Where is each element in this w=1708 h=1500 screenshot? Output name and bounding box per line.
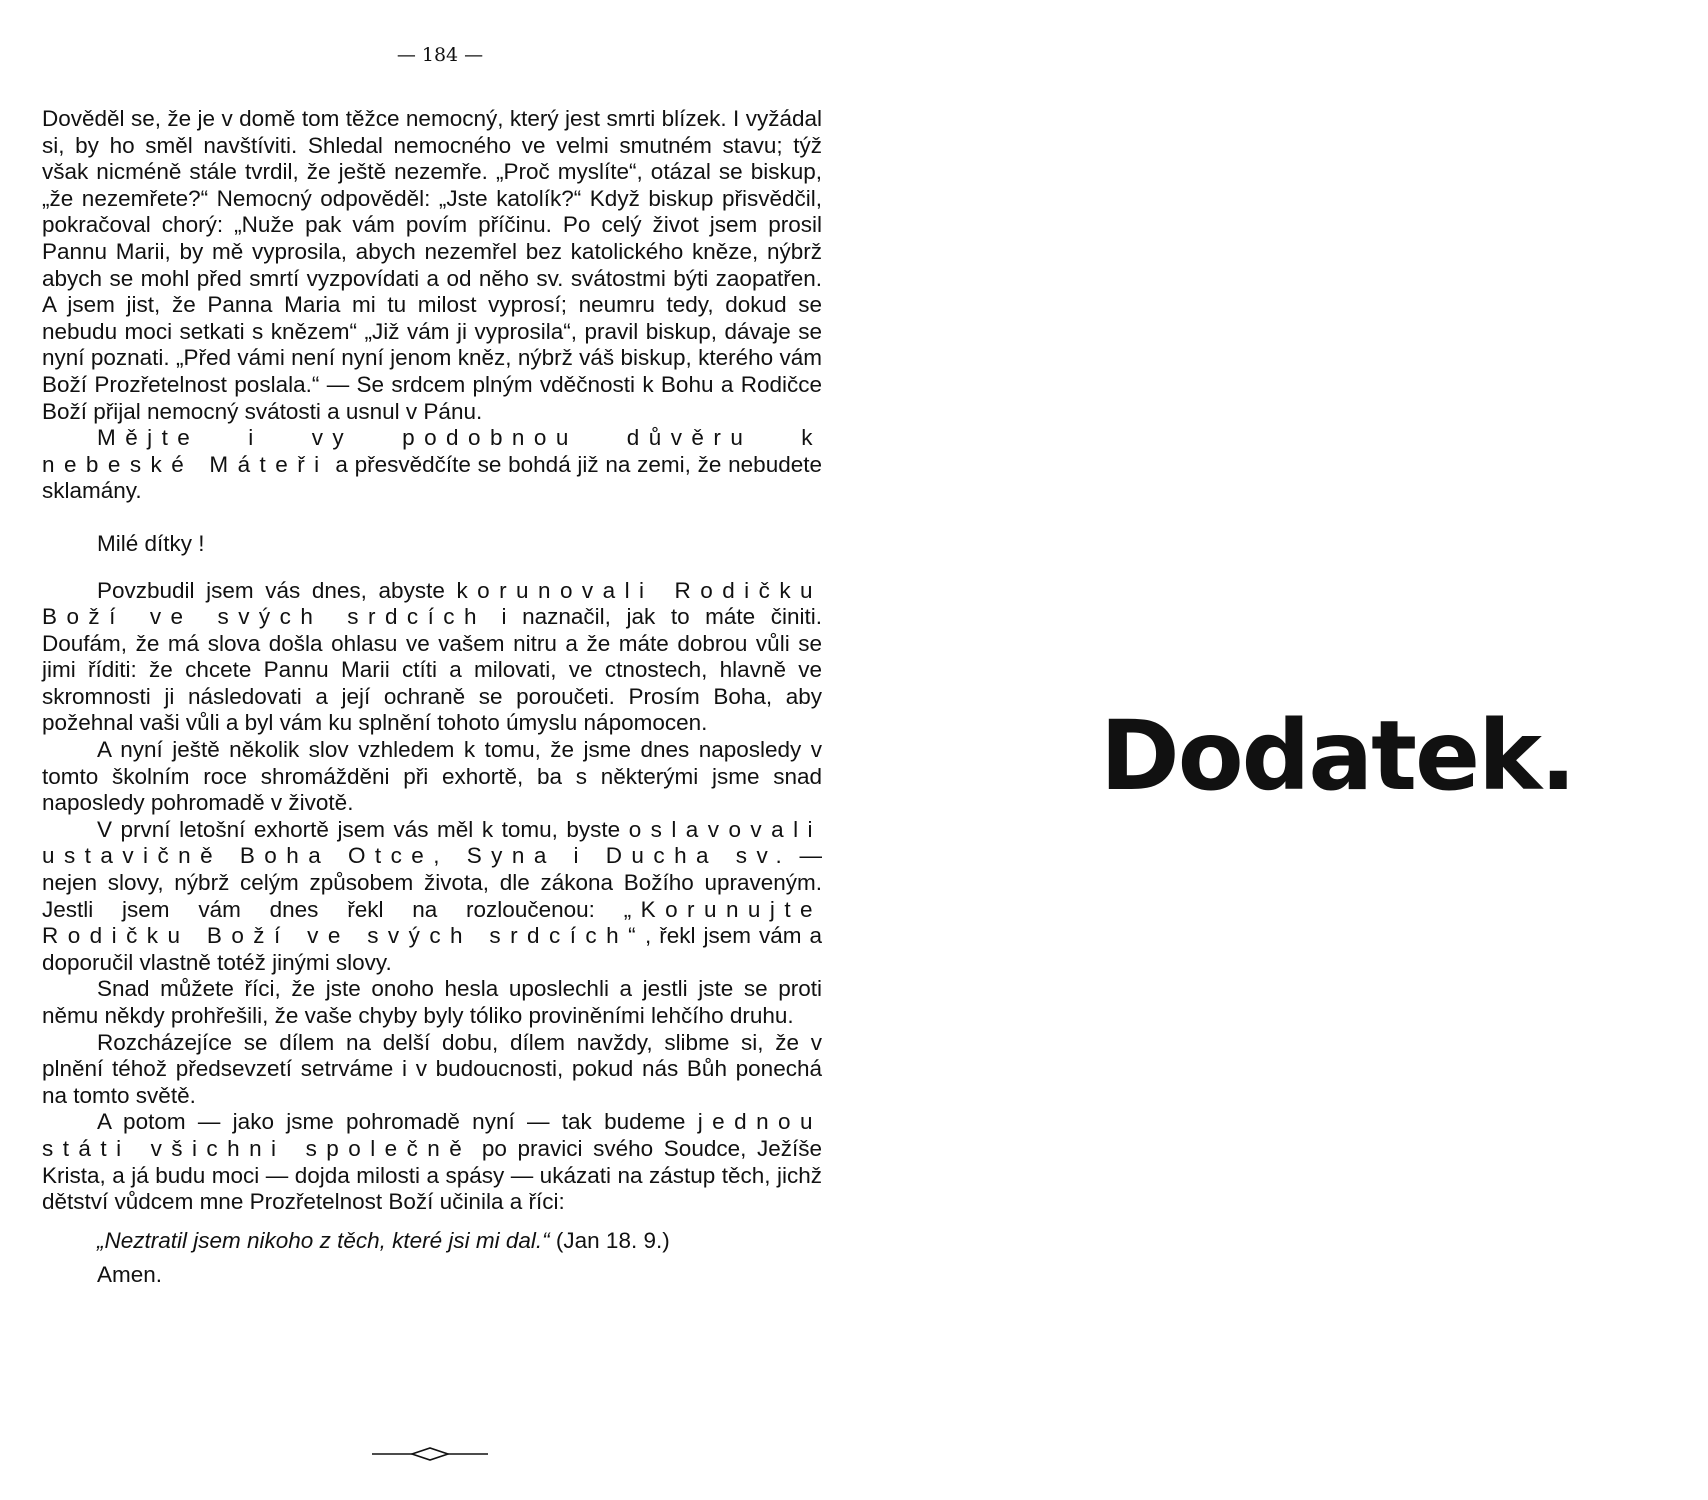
paragraph-5 bbox=[42, 817, 822, 977]
p5-a: V první letošní exhortě jsem vás měl k tomu, byste bbox=[97, 816, 629, 842]
p3-a: Povzbudil jsem vás dnes, abyste bbox=[97, 577, 457, 603]
paragraph-4: A nyní ještě několik slov vzhledem k tomu, že jsme dnes naposledy v tomto školním roce shromážděni při exhortě, ba s některými jsme snad naposledy pohromadě v životě. bbox=[42, 737, 822, 816]
appendix-heading: Dodatek. bbox=[1100, 700, 1575, 812]
paragraph-1: Dověděl se, že je v domě tom těžce nemocný, který jest smrti blízek. I vyžádal si, by ho směl navštíviti. Shledal nemocného ve velmi smutném stavu; týž však nicméně stále tvrdil, že ještě nezemře. „Proč myslíte“, otázal se biskup, „že nezemřete?“ Nemocný odpověděl: „Jste katolík?“ Když biskup přisvědčil, pokračoval chorý: „Nuže pak vám povím příčinu. Po celý život jsem prosil Pannu Marii, by mě vyprosila, abych nezemřel bez katolického kněze, nýbrž abych se mohl před smrtí vyzpovídati a od něho sv. svátostmi býti zaopatřen. A jsem jist, že Panna Maria mi tu milost vyprosí; neumru tedy, dokud se nebudu moci setkati s knězem“ „Již vám ji vyprosila“, pravil biskup, dávaje se nyní poznati. „Před vámi není nyní jenom kněz, nýbrž váš biskup, kterého vám Boží Prozřetelnost poslala.“ — Se srdcem plným vděčnosti k Bohu a Rodičce Boží přijal nemocný svátosti a usnul v Pánu. bbox=[42, 106, 822, 424]
spaced-emphasis: oslavovali ustavičně Boha Otce, Syna i Ducha sv. bbox=[42, 816, 822, 869]
p8-c: po pravici svého Soudce, Ježíše Krista, a já budu moci — dojda milosti a spásy — ukázati na zástup těch, jichž dětství vůdcem mne Prozřetelnost Boží učinila a říci: bbox=[42, 1135, 822, 1215]
closing-amen: Amen. bbox=[97, 1262, 163, 1288]
salutation: Milé dítky ! bbox=[97, 530, 205, 556]
page-number: — 184 — bbox=[396, 44, 484, 66]
body-text bbox=[42, 106, 822, 1289]
p3-c: i naznačil, jak to máte činiti. Doufám, že má slova došla ohlasu ve vašem nitru a že máte dobrou vůli se jimi říditi: že chcete Pannu Marii ctíti a milovati, ve ctnostech, hlavně ve skromnosti ji následovati a její ochraně se poroučeti. Prosím Boha, aby požehnal vaši vůli a byl vám ku splnění tohoto úmyslu nápomocen. bbox=[42, 604, 822, 736]
spaced-emphasis: Mějte i vy podobnou důvěru k nebeské Máteři bbox=[42, 425, 822, 477]
end-ornament-icon bbox=[370, 1444, 490, 1464]
paragraph-2 bbox=[42, 425, 822, 505]
p5-c: — nejen slovy, nýbrž celým způsobem života, dle zákona Božího upraveným. Jestli jsem vám dnes řekl na rozloučenou: bbox=[42, 843, 822, 922]
spaced-emphasis: korunovali Rodičku Boží ve svých srdcích bbox=[42, 577, 822, 630]
p5-e: , řekl jsem vám a doporučil vlastně totéž jinými slovy. bbox=[42, 923, 822, 975]
quote-reference: (Jan 18. 9.) bbox=[555, 1227, 670, 1253]
p8-a: A potom — jako jsme pohromadě nyní — tak budeme bbox=[97, 1109, 698, 1135]
right-page bbox=[860, 0, 1708, 1500]
quote-text: „Neztratil jsem nikoho z těch, které jsi mi dal.“ bbox=[97, 1227, 550, 1253]
paragraph-7: Rozcházejíce se dílem na delší dobu, dílem navždy, slibme si, že v plnění téhož předsevzetí setrváme i v budoucnosti, pokud nás Bůh ponechá na tomto světě. bbox=[42, 1029, 822, 1108]
bible-quote bbox=[42, 1228, 822, 1255]
spaced-emphasis: „Korunujte Rodičku Boží ve svých srdcích“ bbox=[42, 896, 822, 949]
paragraph-6: Snad můžete říci, že jste onoho hesla uposlechli a jestli jste se proti němu někdy prohřešili, že vaše chyby byly tóliko proviněními lehčího druhu. bbox=[42, 976, 822, 1028]
paragraph-8 bbox=[42, 1109, 822, 1215]
paragraph-2-rest: a přesvědčíte se bohdá již na zemi, že nebudete sklamány. bbox=[42, 451, 822, 504]
spaced-emphasis: jednou státi všichni společně bbox=[42, 1109, 822, 1161]
paragraph-3 bbox=[42, 578, 822, 738]
